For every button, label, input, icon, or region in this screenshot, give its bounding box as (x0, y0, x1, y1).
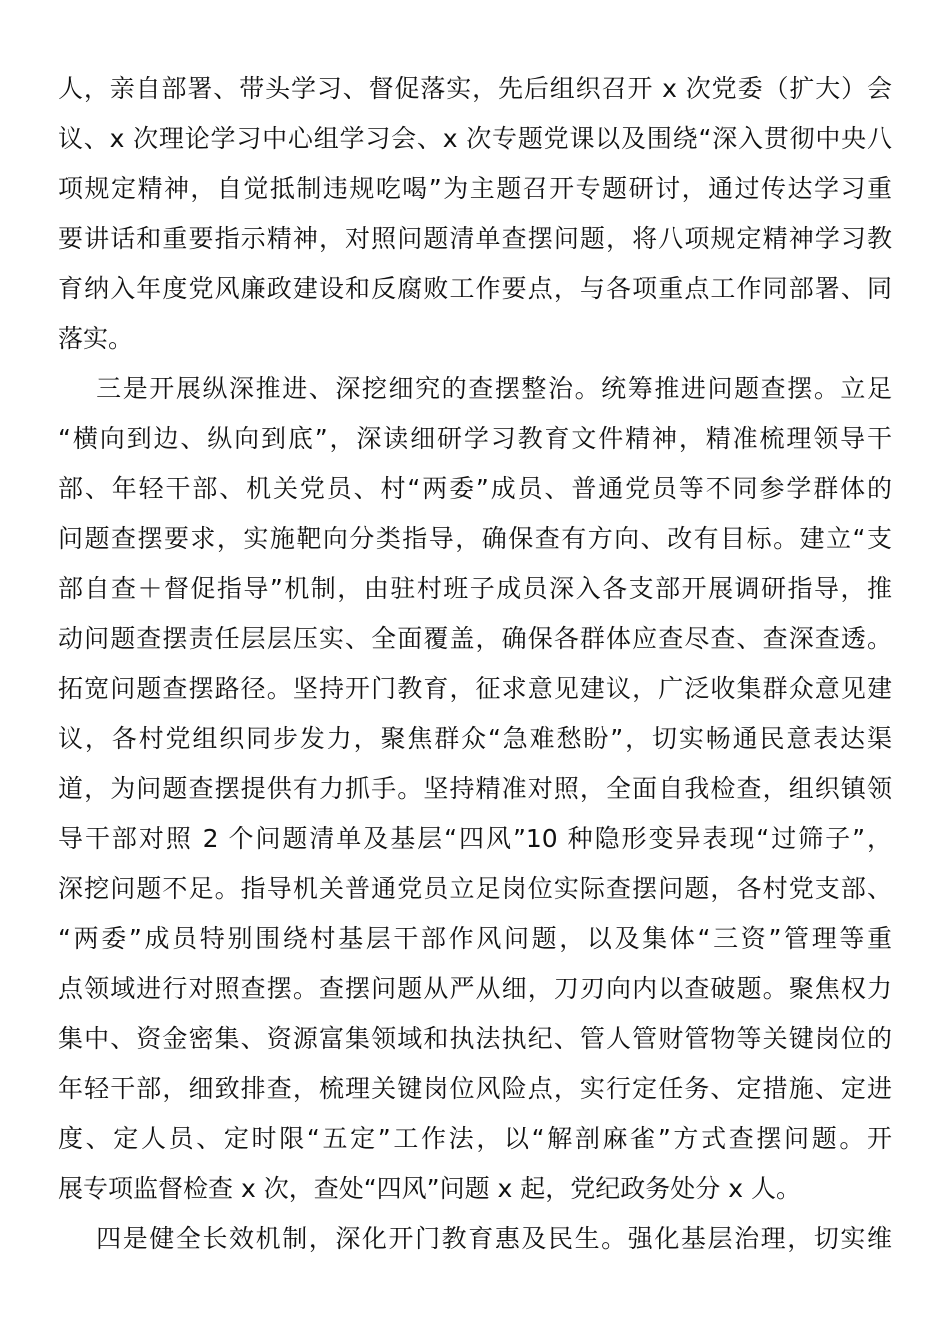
text-line: 人，亲自部署、带头学习、督促落实，先后组织召开 x 次党委（扩大）会 (58, 74, 892, 103)
text-line: “横向到边、纵向到底”，深读细研学习教育文件精神，精准梳理领导干 (58, 424, 892, 453)
text-line: 议，各村党组织同步发力，聚焦群众“急难愁盼”，切实畅通民意表达渠 (58, 724, 892, 753)
paragraph-continued (58, 64, 892, 364)
text-line: 要讲话和重要指示精神，对照问题清单查摆问题，将八项规定精神学习教 (58, 224, 892, 253)
text-line: 导干部对照 2 个问题清单及基层“四风”10 种隐形变异表现“过筛子”， (58, 824, 892, 853)
text-line: 年轻干部，细致排查，梳理关键岗位风险点，实行定任务、定措施、定进 (58, 1074, 892, 1103)
document-body (58, 64, 892, 1264)
text-line: 集中、资金密集、资源富集领域和执法执纪、管人管财管物等关键岗位的 (58, 1024, 892, 1053)
paragraph-section-three (58, 364, 892, 1214)
text-line: 议、x 次理论学习中心组学习会、x 次专题党课以及围绕“深入贯彻中央八 (58, 124, 892, 153)
text-line: 点领域进行对照查摆。查摆问题从严从细，刀刃向内以查破题。聚焦权力 (58, 974, 892, 1003)
text-line: 展专项监督检查 x 次，查处“四风”问题 x 起，党纪政务处分 x 人。 (58, 1174, 801, 1203)
text-line: 部自查＋督促指导”机制，由驻村班子成员深入各支部开展调研指导，推 (58, 574, 892, 603)
text-line: 育纳入年度党风廉政建设和反腐败工作要点，与各项重点工作同部署、同 (58, 274, 892, 303)
text-line: 项规定精神，自觉抵制违规吃喝”为主题召开专题研讨，通过传达学习重 (58, 174, 892, 203)
text-line: 度、定人员、定时限“五定”工作法，以“解剖麻雀”方式查摆问题。开 (58, 1124, 892, 1153)
text-line: 动问题查摆责任层层压实、全面覆盖，确保各群体应查尽查、查深查透。 (58, 624, 892, 653)
paragraph-section-four (58, 1214, 892, 1264)
text-line: 道，为问题查摆提供有力抓手。坚持精准对照，全面自我检查，组织镇领 (58, 774, 892, 803)
text-line: “两委”成员特别围绕村基层干部作风问题，以及集体“三资”管理等重 (58, 924, 892, 953)
text-line: 三是开展纵深推进、深挖细究的查摆整治。统筹推进问题查摆。立足 (58, 374, 892, 403)
text-line: 拓宽问题查摆路径。坚持开门教育，征求意见建议，广泛收集群众意见建 (58, 674, 892, 703)
text-line: 深挖问题不足。指导机关普通党员立足岗位实际查摆问题，各村党支部、 (58, 874, 892, 903)
text-line: 问题查摆要求，实施靶向分类指导，确保查有方向、改有目标。建立“支 (58, 524, 892, 553)
text-line: 部、年轻干部、机关党员、村“两委”成员、普通党员等不同参学群体的 (58, 474, 892, 503)
text-line: 落实。 (58, 324, 134, 353)
text-line: 四是健全长效机制，深化开门教育惠及民生。强化基层治理，切实维 (58, 1224, 892, 1253)
